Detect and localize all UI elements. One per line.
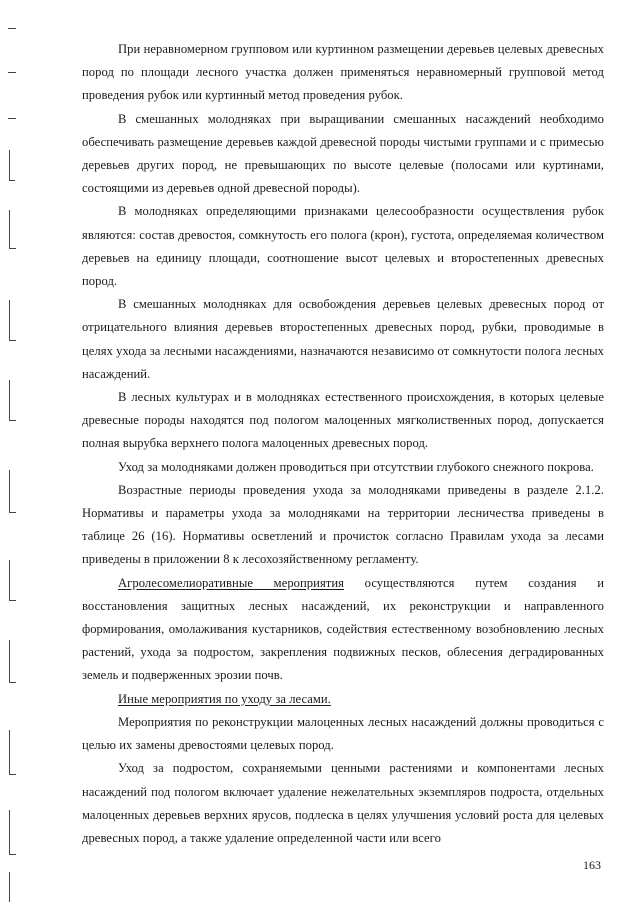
page-number: 163 (583, 858, 601, 872)
paragraph-cutting-criteria: В молодняках определяющими признаками целесообразности осуществления рубок являются: состав древостоя, сомкнутость его полога (крон), густота, определяемая количеством деревьев на единицу площади, соотношение высот целевых и второстепенных древесных пород. (82, 204, 604, 289)
paragraph-overstory-removal: В лесных культурах и в молодняках естественного происхождения, в которых целевые древесные породы находятся под пологом малоценных мягколиственных пород, допускается полная вырубка верхнего полога малоценных древесных пород. (82, 390, 604, 451)
paragraph-other-measures (82, 688, 604, 711)
paragraph-age-periods: Возрастные периоды проведения ухода за молодняками приведены в разделе 2.1.2. Нормативы и параметры ухода за молодняками на территории лесничества приведены в таблице 26 (16). Нормативы осветлений и прочисток согласно Правилам ухода за лесами приведены в приложении 8 к лесохозяйственному регламенту. (82, 482, 604, 567)
other-measures-heading: Иные мероприятия по уходу за лесами. (118, 691, 331, 706)
paragraph-agroforestry (82, 572, 604, 688)
body-text (82, 38, 604, 850)
paragraph-undergrowth-care: Уход за подростом, сохраняемыми ценными растениями и компонентами лесных насаждений под пологом включает удаление нежелательных экземпляров подроста, отдельных малоценных деревьев верхних ярусов, подлеска в целях улучшения условий роста для целевых древесных пород, а также удаление определенной части или всего (82, 761, 604, 845)
paragraph-mixed-young-stands: В смешанных молодняках при выращивании смешанных насаждений необходимо обеспечивать размещение деревьев каждой древесной породы чистыми группами и с примесью деревьев других пород, не превышающих по высоте целевые (полосами или куртинами, состоящими из деревьев одной древесной породы). (82, 111, 604, 196)
scan-margin-marks (0, 0, 30, 905)
paragraph-reconstruction: Мероприятия по реконструкции малоценных лесных насаждений должны проводиться с целью их замены древостоями целевых пород. (82, 714, 604, 753)
paragraph-snow-condition: Уход за молодняками должен проводиться при отсутствии глубокого снежного покрова. (118, 459, 594, 474)
paragraph-release-cutting: В смешанных молодняках для освобождения деревьев целевых древесных пород от отрицательного влияния деревьев второстепенных древесных пород, рубки, проводимые в целях ухода за лесными насаждениями, назначаются независимо от сомкнутости полога лесных насаждений. (82, 297, 604, 381)
agroforestry-text: осуществляются путем создания и восстановления защитных лесных насаждений, их реконструкции и направленного формирования, омолаживания кустарников, содействия естественному возобновлению лесных растений, ухода за подростом, закрепления подвижных песков, облесения деградированных земель и подверженных эрозии почв. (82, 575, 604, 683)
agroforestry-heading: Агролесомелиоративные мероприятия (118, 575, 344, 590)
paragraph-group-cutting: При неравномерном групповом или куртинном размещении деревьев целевых древесных пород по площади лесного участка должен применяться неравномерный групповой метод проведения рубок или куртинный метод проведения рубок. (82, 42, 604, 103)
